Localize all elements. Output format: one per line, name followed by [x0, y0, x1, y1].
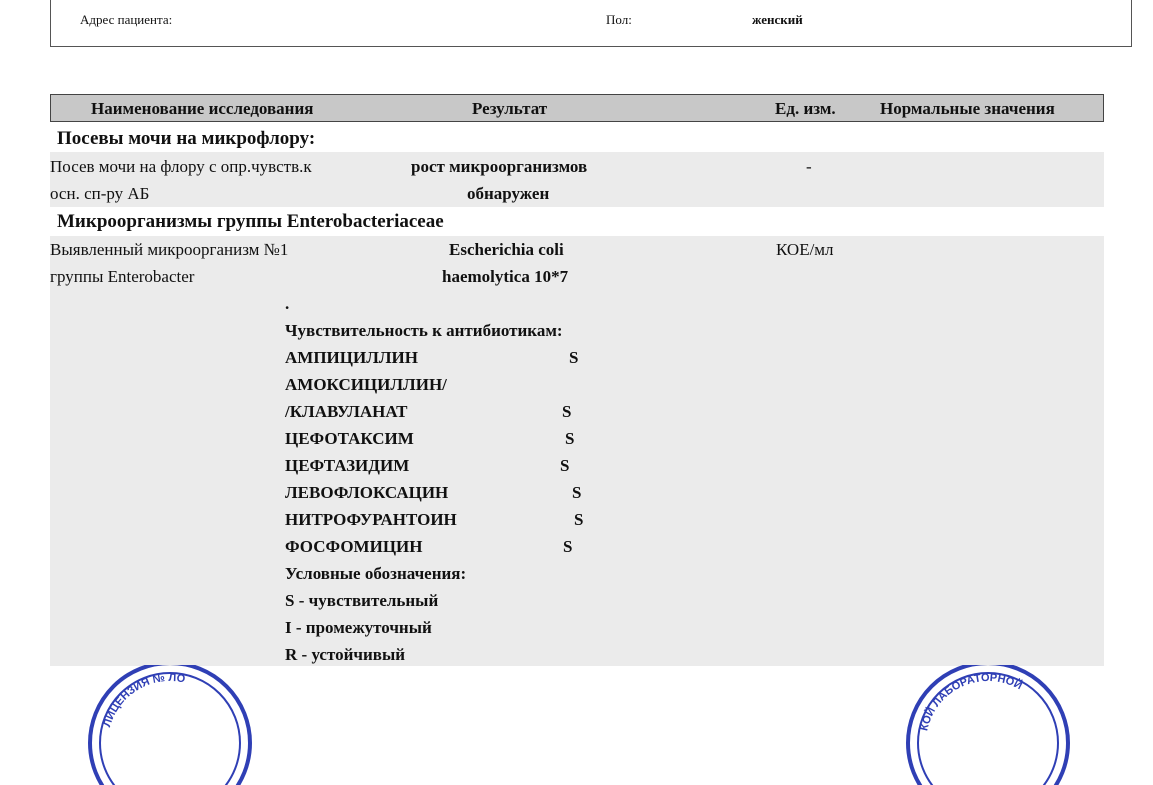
header-result: Результат	[472, 99, 548, 118]
result-line1: Escherichia coli	[449, 240, 564, 259]
test-name-line2: осн. сп-ру АБ	[50, 184, 150, 203]
test-name-line1: Выявленный микроорганизм №1	[50, 240, 289, 259]
stamp-right	[898, 665, 1078, 733]
section-title-enterobacteriaceae: Микроорганизмы группы Enterobacteriaceae	[57, 211, 444, 232]
svg-text:КОЙ ЛАБОРАТОРНОЙ	[918, 672, 1024, 732]
antibiotic-name: /КЛАВУЛАНАТ	[285, 402, 408, 421]
header-norm: Нормальные значения	[880, 99, 1055, 118]
address-label: Адрес пациента:	[80, 12, 173, 27]
stamp-right-text: КОЙ ЛАБОРАТОРНОЙ	[918, 671, 1024, 733]
antibiotic-name: ЦЕФОТАКСИМ	[285, 429, 414, 448]
legend-item: R - устойчивый	[285, 645, 406, 664]
units-value: КОЕ/мл	[776, 240, 834, 259]
units-value: -	[806, 157, 812, 176]
antibiotic-result: S	[572, 483, 582, 502]
sensitivity-dot: .	[285, 294, 290, 313]
result-line1: рост микроорганизмов	[411, 157, 588, 176]
antibiotic-result: S	[569, 348, 579, 367]
antibiotic-name: ЦЕФТАЗИДИМ	[285, 456, 410, 475]
table-row	[50, 236, 1104, 666]
antibiotic-result: S	[565, 429, 575, 448]
sensitivity-title: Чувствительность к антибиотикам:	[285, 321, 563, 340]
results-table-header	[50, 94, 1104, 122]
patient-info-box	[50, 0, 1132, 47]
stamp-left	[80, 665, 260, 729]
result-line2: haemolytica 10*7	[442, 267, 569, 286]
test-name-line2: группы Enterobacter	[50, 267, 195, 286]
antibiotic-name: АМОКСИЦИЛЛИН/	[285, 375, 447, 394]
antibiotic-name: ЛЕВОФЛОКСАЦИН	[285, 483, 449, 502]
antibiotic-name: НИТРОФУРАНТОИН	[285, 510, 457, 529]
test-name-line1: Посев мочи на флору с опр.чувств.к	[50, 157, 312, 176]
antibiotic-result: S	[560, 456, 570, 475]
sex-value: женский	[752, 12, 803, 27]
antibiotic-result: S	[563, 537, 573, 556]
svg-text:ЛИЦЕНЗИЯ № ЛО	[101, 672, 186, 729]
header-name: Наименование исследования	[91, 99, 314, 118]
legend-title: Условные обозначения:	[285, 564, 467, 583]
header-units: Ед. изм.	[775, 99, 836, 118]
result-line2: обнаружен	[467, 184, 550, 203]
antibiotic-name: АМПИЦИЛЛИН	[285, 348, 418, 367]
antibiotic-name: ФОСФОМИЦИН	[285, 537, 423, 556]
antibiotic-result: S	[574, 510, 584, 529]
legend-item: S - чувствительный	[285, 591, 439, 610]
sex-label: Пол:	[606, 12, 632, 27]
section-title-urine-culture: Посевы мочи на микрофлору:	[57, 128, 316, 149]
stamp-left-text: ЛИЦЕНЗИЯ № ЛО	[101, 671, 187, 729]
legend-item: I - промежуточный	[285, 618, 432, 637]
antibiotic-result: S	[562, 402, 572, 421]
